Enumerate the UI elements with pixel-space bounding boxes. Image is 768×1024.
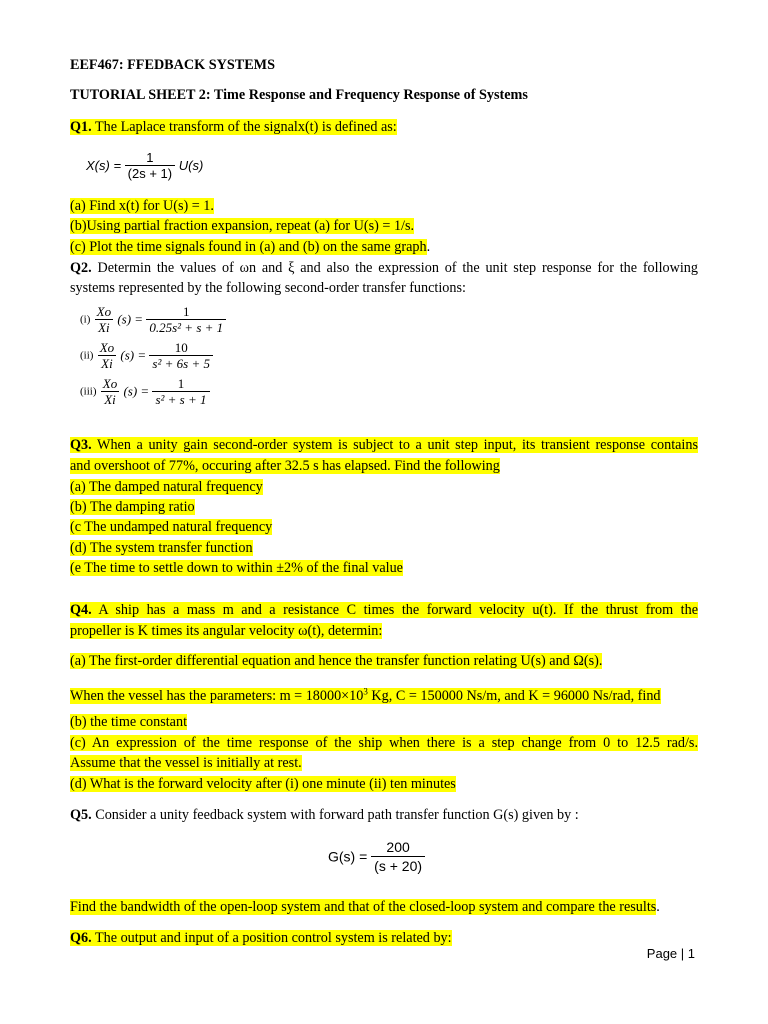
q4-part-a: (a) The first-order differential equation and hence the transfer function relating U(s) and Ω(s). (70, 653, 603, 669)
q3-line1: Q3. When a unity gain second-order system is subject to a unit step input, its transient response contains (70, 437, 698, 453)
q2-line2: systems represented by the following second-order transfer functions: (70, 280, 466, 296)
q6-intro: Q6. The output and input of a position control system is related by: (70, 930, 452, 946)
q5-equation: G(s) = $\frac{200}{(s + 20)}$ (328, 838, 425, 875)
q3-part-e: (e The time to settle down to within ±2% of the final value (70, 560, 403, 576)
q4-part-c2: Assume that the vessel is initially at rest. (70, 755, 302, 771)
q3-part-d: (d) The system transfer function (70, 540, 253, 556)
q3-part-c: (c The undamped natural frequency (70, 519, 273, 535)
course-title: EEF467: FFEDBACK SYSTEMS (70, 57, 275, 73)
q1-part-c: (c) Plot the time signals found in (a) and (b) on the same graph. (70, 239, 431, 255)
q4-params: When the vessel has the parameters: $m = 18000\times 10^3$ Kg, C = 150000 Ns/m, and K = 96000 Ns/rad, find (70, 686, 661, 704)
q4-line2: propeller is K times its angular velocity ω(t), determin: (70, 623, 383, 639)
q5-intro: Q5. Consider a unity feedback system with forward path transfer function G(s) given by : (70, 807, 579, 823)
q4-part-b: (b) the time constant (70, 714, 188, 730)
q1-part-a: (a) Find x(t) for U(s) = 1. (70, 198, 214, 214)
sheet-title: TUTORIAL SHEET 2: Time Response and Frequency Response of Systems (70, 87, 528, 103)
q3-part-b: (b) The damping ratio (70, 499, 195, 515)
page-number: Page | 1 (646, 946, 695, 961)
q2-tf-i: (i) $\frac{Xo}{Xi}$ (s) = $\frac{1}{\text{0.25s² + s + 1}}$ (80, 304, 226, 335)
q1-part-b: (b)Using partial fraction expansion, repeat (a) for U(s) = 1/s. (70, 218, 415, 234)
q2-line1: Q2. Determin the values of ωn and ξ and also the expression of the unit step response for the following (70, 260, 698, 276)
q2-tf-iii: (iii) $\frac{Xo}{Xi}$ (s) = $\frac{1}{\text{s² + s + 1}}$ (80, 376, 210, 407)
q2-tf-ii: (ii) $\frac{Xo}{Xi}$ (s) = $\frac{10}{\text{s² + 6s + 5}}$ (80, 340, 213, 371)
q1-equation: X(s) = $\frac{1}{(2s + 1)}$ U(s) (86, 150, 204, 181)
q4-line1: Q4. A ship has a mass m and a resistance C times the forward velocity u(t). If the thrust from the (70, 602, 698, 618)
q3-part-a: (a) The damped natural frequency (70, 479, 263, 495)
q4-part-d: (d) What is the forward velocity after (i) one minute (ii) ten minutes (70, 776, 456, 792)
q5-task: Find the bandwidth of the open-loop system and that of the closed-loop system and compare the results. (70, 899, 660, 915)
q3-line2: and overshoot of 77%, occuring after 32.5 s has elapsed. Find the following (70, 458, 500, 474)
q1-intro: Q1. The Laplace transform of the signalx(t) is defined as: (70, 119, 397, 135)
q4-part-c1: (c) An expression of the time response of the ship when there is a step change from 0 to 12.5 rad/s. (70, 735, 698, 751)
